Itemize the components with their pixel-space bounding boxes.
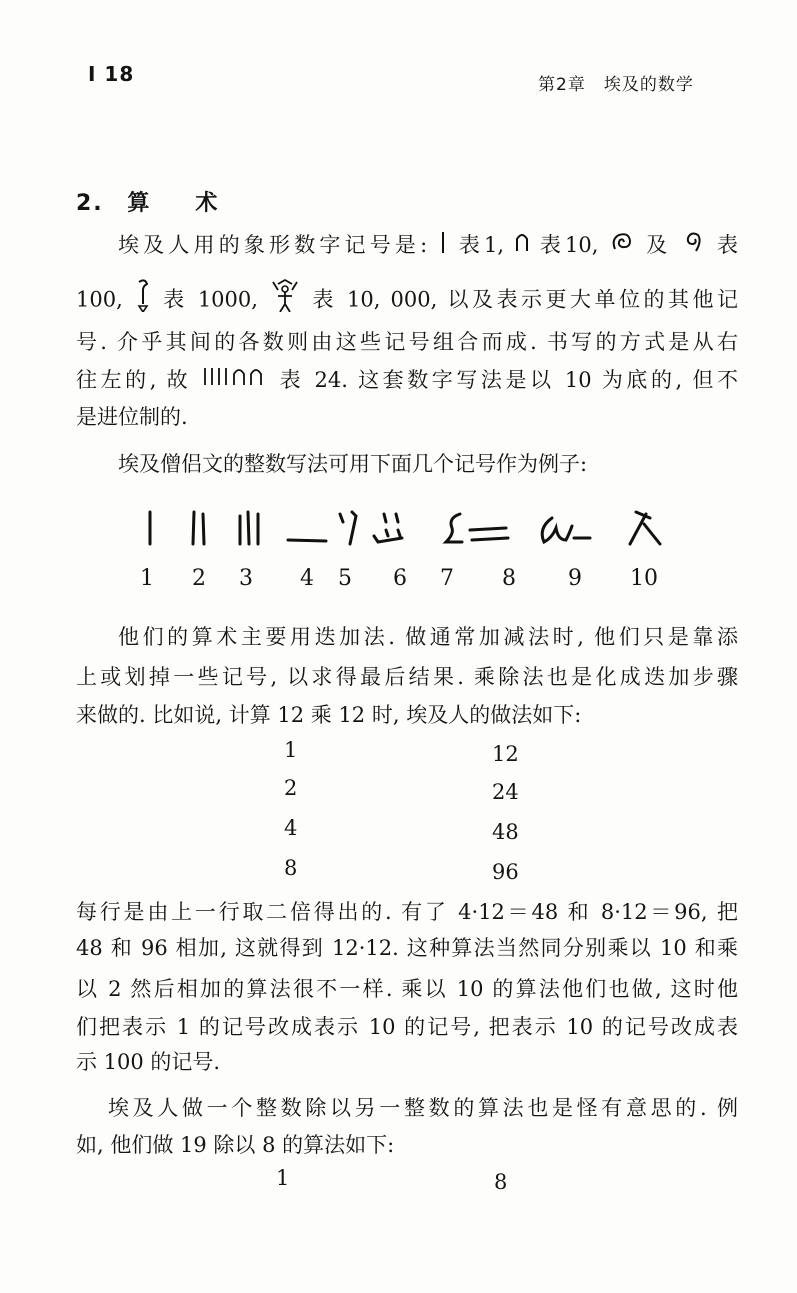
para3-line1 [118,620,738,654]
mult-right-3: 48 [492,820,519,844]
para1-line2 [76,278,738,312]
hieratic-number-4: 4 [300,566,314,591]
page-number: I 18 [88,62,135,86]
para3-text: 上或划掉一些记号, 以求得最后结果. 乘除法也是化成迭加步骤 [76,665,738,689]
para1-text: 往左的, 故 [76,368,192,392]
section-number: 2. [76,191,104,216]
para4-line5 [76,1045,738,1079]
mult-left-1: 1 [284,738,298,762]
hieratic-number-6: 6 [393,566,407,591]
para2-text: 埃及僧侣文的整数写法可用下面几个记号作为例子: [118,452,588,476]
para1-line1 [118,228,738,262]
para1-text: 表 24. 这套数字写法是以 10 为底的, 但不 [279,368,738,392]
section-title-char-1: 算 [127,191,152,216]
para1-text: 埃及人用的象形数字记号是: [118,233,428,257]
coil-rope-right-glyph-icon [682,229,706,263]
hieratic-number-2: 2 [192,566,206,591]
para4-text: 48 和 96 相加, 这就得到 12·12. 这种算法当然同分别乘以 10 和乘 [76,936,738,960]
para4-text: 们把表示 1 的记号改成表示 10 的记号, 把表示 10 的记号改成表 [76,1015,738,1039]
para1-line4 [76,363,738,397]
para1-text: 表 1000, [163,287,258,312]
para4-text: 以 2 然后相加的算法很不一样. 乘以 10 的算法他们也做, 这时他 [76,977,738,1001]
para4-line2 [76,931,738,965]
coil-rope-left-glyph-icon [609,229,635,263]
hieratic-number-9: 9 [568,566,582,591]
running-head: 第2章 埃及的数学 [538,75,694,95]
para1-text: 号. 介乎其间的各数则由这些记号组合而成. 书写的方式是从右 [76,330,738,354]
mult-right-4: 96 [492,860,519,884]
para3-line3 [76,698,738,732]
para1-text: 表10, [539,233,599,257]
hieratic-number-10: 10 [630,566,658,591]
para5-text: 如, 他们做 19 除以 8 的算法如下: [76,1133,395,1157]
para1-text: 表 [717,233,738,257]
para1-text: 是进位制的. [76,405,188,429]
para1-text: 及 [646,233,672,257]
hieratic-number-1: 1 [140,566,154,591]
para3-text: 来做的. 比如说, 计算 12 乘 12 时, 埃及人的做法如下: [76,703,582,727]
mult-left-2: 2 [284,776,298,800]
para5-line2 [76,1128,738,1162]
hieroglyph-24-icon [201,365,269,398]
para1-text: 100, [76,287,123,312]
para1-line3 [76,325,738,359]
mult-left-4: 8 [284,856,298,880]
para4-text: 每行是由上一行取二倍得出的. 有了 4·12＝48 和 8·12＝96, 把 [76,900,738,924]
hieratic-numerals-figure [130,508,690,558]
div-left-1: 1 [276,1166,290,1190]
div-right-1: 8 [494,1170,508,1194]
para5-text: 埃及人做一个整数除以另一整数的算法也是怪有意思的. 例 [108,1096,738,1120]
lotus-glyph-icon [133,278,153,312]
heel-bone-glyph-icon [515,229,529,263]
hieratic-number-8: 8 [502,566,516,591]
stroke-one-glyph-icon [438,229,448,263]
hieratic-number-7: 7 [440,566,454,591]
section-title [76,186,219,217]
hieratic-number-5: 5 [338,566,352,591]
section-title-char-2: 术 [195,191,220,216]
kneeling-figure-glyph-icon [268,278,302,312]
para1-text: 表1, [458,233,505,257]
para3-line2 [76,660,738,694]
para1-line5 [76,400,738,434]
mult-right-1: 12 [492,742,519,766]
para2 [118,447,738,481]
mult-right-2: 24 [492,780,519,804]
para3-text: 他们的算术主要用迭加法. 做通常加减法时, 他们只是靠添 [118,625,738,649]
para4-text: 示 100 的记号. [76,1050,221,1074]
para4-line4 [76,1010,738,1044]
para5-line1 [108,1091,738,1125]
mult-left-3: 4 [284,816,298,840]
para4-line3 [76,972,738,1006]
para1-text: 表 10, 000, 以及表示更大单位的其他记 [312,287,738,312]
hieratic-number-3: 3 [239,566,253,591]
para4-line1 [76,895,738,929]
